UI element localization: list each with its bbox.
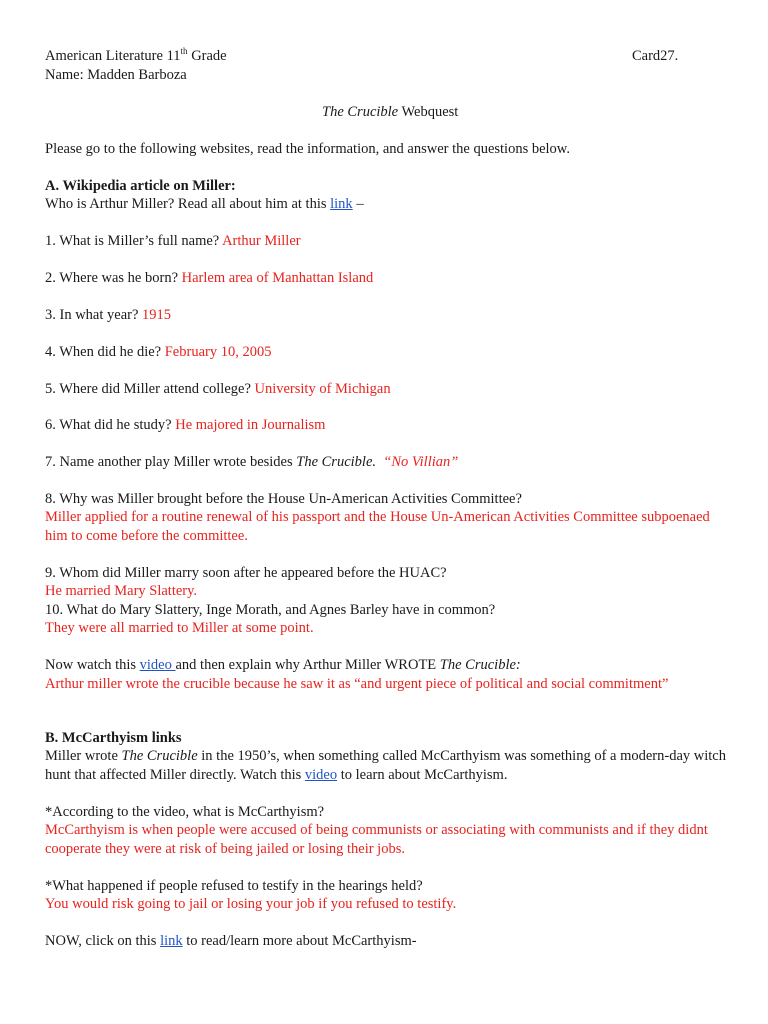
answer-8-line-1: Miller applied for a routine renewal of his passport and the House Un-American Activities Committee subpoenaed	[45, 509, 710, 525]
question-10: 10. What do Mary Slattery, Inge Morath, and Agnes Barley have in common?	[45, 602, 496, 618]
miller-wiki-link[interactable]: link	[330, 196, 353, 212]
mccarthyism-answer-1-line-2: cooperate they were at risk of being jailed or losing their jobs.	[45, 841, 405, 857]
card-number: Card27.	[632, 48, 679, 64]
answer-9: He married Mary Slattery.	[45, 583, 198, 599]
mccarthyism-read-link[interactable]: link	[160, 933, 183, 949]
question-1: 1. What is Miller’s full name? Arthur Miller	[45, 233, 301, 249]
document-title: The Crucible Webquest	[322, 104, 459, 120]
question-7: 7. Name another play Miller wrote besides The Crucible. “No Villian”	[45, 454, 459, 470]
section-a-intro: Who is Arthur Miller? Read all about him at this link –	[45, 196, 364, 212]
answer-8-line-2: him to come before the committee.	[45, 528, 248, 544]
instructions: Please go to the following websites, read the information, and answer the questions below.	[45, 141, 570, 157]
miller-video-link[interactable]: video	[139, 657, 176, 673]
video-prompt: Now watch this video and then explain why Arthur Miller WROTE The Crucible:	[45, 657, 521, 673]
mccarthyism-link-prompt: NOW, click on this link to read/learn more about McCarthyism-	[45, 933, 417, 949]
mccarthyism-video-link[interactable]: video	[304, 767, 338, 783]
mccarthyism-answer-1-line-1: McCarthyism is when people were accused of being communists or associating with communists and if they didnt	[45, 822, 708, 838]
answer-7: “No Villian”	[383, 454, 459, 470]
question-2: 2. Where was he born? Harlem area of Manhattan Island	[45, 270, 374, 286]
answer-3: 1915	[142, 307, 172, 323]
question-5: 5. Where did Miller attend college? University of Michigan	[45, 381, 391, 397]
answer-10: They were all married to Miller at some point.	[45, 620, 314, 636]
mccarthyism-answer-2: You would risk going to jail or losing your job if you refused to testify.	[45, 896, 457, 912]
section-b-paragraph-line-2: hunt that affected Miller directly. Watch this video to learn about McCarthyism.	[45, 767, 508, 783]
video-answer: Arthur miller wrote the crucible because he saw it as “and urgent piece of political and social commitment”	[45, 676, 669, 692]
mccarthyism-question-2: *What happened if people refused to testify in the hearings held?	[45, 878, 423, 894]
answer-6: He majored in Journalism	[175, 417, 326, 433]
student-name: Name: Madden Barboza	[45, 67, 187, 83]
answer-1: Arthur Miller	[222, 233, 301, 249]
answer-2: Harlem area of Manhattan Island	[181, 270, 374, 286]
section-b-heading: B. McCarthyism links	[45, 730, 182, 746]
question-9: 9. Whom did Miller marry soon after he appeared before the HUAC?	[45, 565, 447, 581]
answer-5: University of Michigan	[254, 381, 391, 397]
section-a-heading: A. Wikipedia article on Miller:	[45, 178, 236, 194]
section-b-paragraph-line-1: Miller wrote The Crucible in the 1950’s, when something called McCarthyism was something of a modern-day witch	[45, 748, 726, 764]
question-8: 8. Why was Miller brought before the House Un-American Activities Committee?	[45, 491, 522, 507]
answer-4: February 10, 2005	[164, 344, 272, 360]
question-6: 6. What did he study? He majored in Journalism	[45, 417, 326, 433]
question-4: 4. When did he die? February 10, 2005	[45, 344, 272, 360]
question-3: 3. In what year? 1915	[45, 307, 172, 323]
course-header: American Literature 11th Grade	[45, 46, 227, 64]
mccarthyism-question-1: *According to the video, what is McCarthyism?	[45, 804, 325, 820]
